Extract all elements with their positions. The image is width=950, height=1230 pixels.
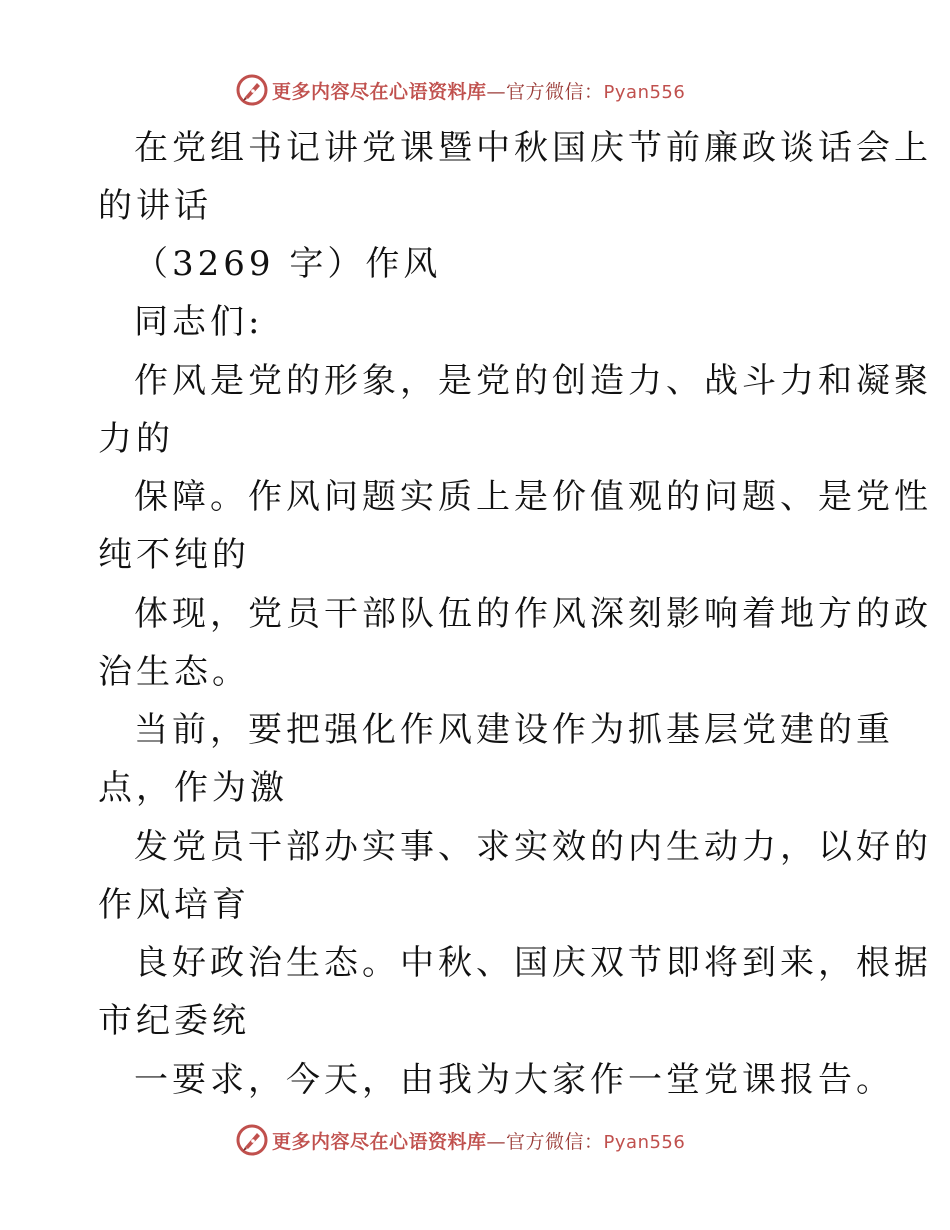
banner-separator: — (486, 80, 507, 103)
banner-site-name: 更多内容尽在心语资料库 (272, 80, 487, 103)
banner-site-name: 更多内容尽在心语资料库 (272, 1130, 487, 1153)
doc-paragraph-line: 力的 (98, 419, 174, 459)
banner-account-label: 官方微信： (506, 1130, 604, 1153)
doc-paragraph-line: 治生态。 (98, 652, 250, 692)
doc-paragraph-line: 作风是党的形象，是党的创造力、战斗力和凝聚 (134, 361, 932, 401)
banner-account-id: Pyan556 (603, 81, 686, 103)
doc-title-line-2: 的讲话 (98, 186, 212, 226)
doc-paragraph-line: 良好政治生态。中秋、国庆双节即将到来，根据 (134, 943, 932, 983)
doc-word-count-line: （3269 字）作风 (134, 244, 442, 284)
doc-paragraph-line: 保障。作风问题实质上是价值观的问题、是党性 (134, 477, 932, 517)
doc-paragraph-line: 当前，要把强化作风建设作为抓基层党建的重 (134, 710, 894, 750)
footer-banner (236, 1122, 685, 1158)
doc-paragraph-line: 点，作为激 (98, 768, 288, 808)
banner-separator: — (486, 1130, 507, 1153)
header-banner (236, 72, 685, 108)
quill-logo-icon (236, 74, 268, 106)
doc-paragraph-line: 发党员干部办实事、求实效的内生动力，以好的 (134, 827, 932, 867)
quill-logo-icon (236, 1124, 268, 1156)
banner-account-label: 官方微信： (506, 80, 604, 103)
banner-text (272, 77, 685, 104)
doc-paragraph-line: 一要求，今天，由我为大家作一堂党课报告。 (134, 1060, 894, 1100)
doc-paragraph-line: 纯不纯的 (98, 535, 250, 575)
doc-paragraph-line: 市纪委统 (98, 1001, 250, 1041)
doc-paragraph-line: 体现，党员干部队伍的作风深刻影响着地方的政 (134, 594, 932, 634)
doc-paragraph-line: 作风培育 (98, 885, 250, 925)
banner-text (272, 1127, 685, 1154)
doc-title-line-1: 在党组书记讲党课暨中秋国庆节前廉政谈话会上 (134, 128, 932, 168)
banner-account-id: Pyan556 (603, 1131, 686, 1153)
doc-salutation: 同志们: (134, 302, 264, 342)
